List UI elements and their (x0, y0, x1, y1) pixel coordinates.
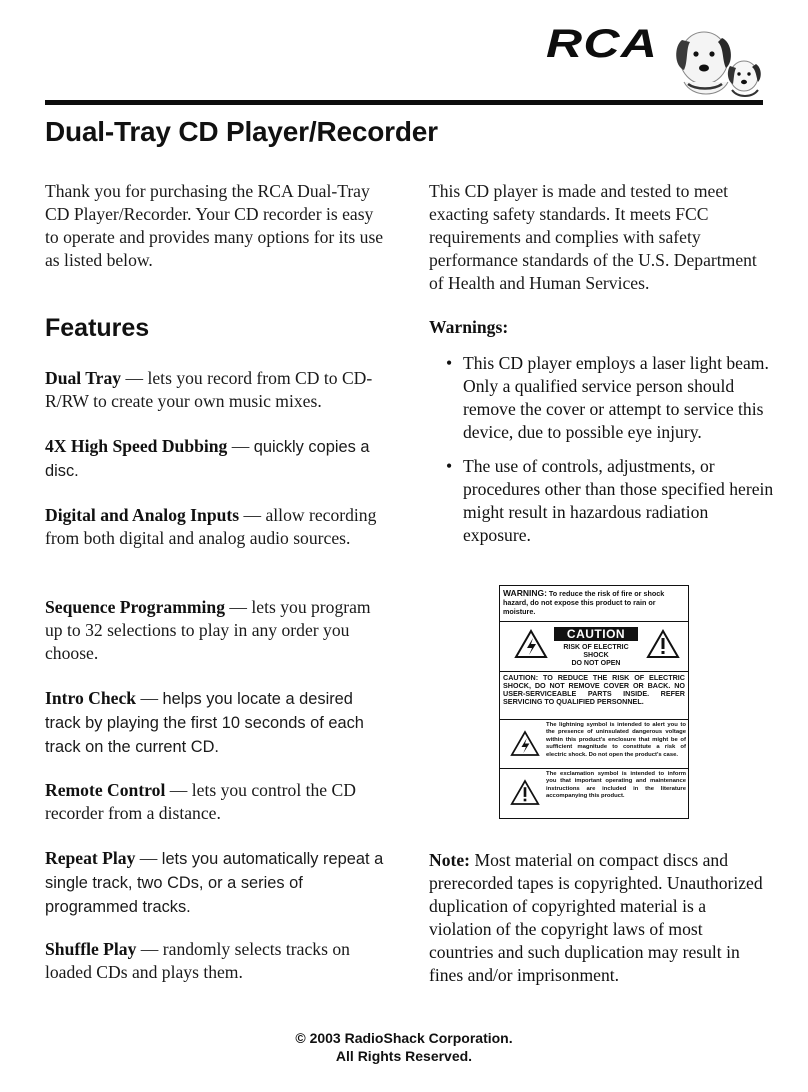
safety-warning-label (499, 585, 689, 819)
feature-name: Dual Tray (45, 368, 122, 388)
feature-desc: lets you program up to 32 selections to play in any order you choose. (45, 597, 371, 663)
label-caution-section (500, 622, 688, 672)
exclamation-triangle-icon (646, 629, 680, 659)
lightning-explanation: The lightning symbol is intended to alert you to the presence of uninsulated dangerous voltage within this product's enclosure that might be of sufficient magnitude to constitute a risk of electric shock. Do not open the product's case. (546, 722, 686, 758)
caution-sub-line: DO NOT OPEN (571, 660, 621, 667)
footer-line1: © 2003 RadioShack Corporation. (295, 1030, 513, 1046)
bullet-icon: • (446, 456, 453, 476)
note-text: Most material on compact discs and prerecorded tapes is copyrighted. Unauthorized duplication of copyrighted material is a violation of the copyright laws of most countries and such duplication may result in fines and/or imprisonment. (429, 850, 763, 985)
feature-desc: lets you automatically repeat a single track, two CDs, or a series of programmed tracks. (45, 850, 384, 916)
lightning-triangle-icon (510, 730, 540, 757)
feature-name: Shuffle Play (45, 939, 137, 959)
lightning-triangle-icon (514, 629, 548, 659)
header-rule (45, 100, 763, 105)
warnings-list (446, 352, 776, 558)
feature-desc: randomly selects tracks on loaded CDs and plays them. (45, 939, 350, 982)
exclamation-triangle-icon (510, 779, 540, 806)
feature-name: Digital and Analog Inputs (45, 505, 240, 525)
feature-remote-control: Remote Control — lets you control the CD recorder from a distance. (45, 780, 356, 823)
footer-line2: All Rights Reserved. (335, 1048, 473, 1064)
feature-desc: quickly copies a disc. (45, 438, 370, 480)
label-lightning-section (500, 720, 688, 769)
label-warning-word: WARNING: (503, 588, 547, 598)
caution-box: CAUTION (554, 627, 638, 641)
feature-desc: allow recording from both digital and analog audio sources. (45, 505, 377, 548)
bullet-icon: • (446, 353, 453, 373)
features-heading: Features (45, 314, 150, 342)
safety-intro-paragraph: This CD player is made and tested to meet exacting safety standards. It meets FCC requirements and complies with safety performance standards of the U.S. Department of Health and Human Services. (429, 181, 757, 293)
feature-name: Intro Check (45, 688, 137, 708)
caution-subtext (550, 644, 642, 668)
feature-intro-check: Intro Check — helps you locate a desired track by playing the first 10 seconds of each track on the current CD. (45, 688, 364, 756)
nipper-chipper-dogs-icon (664, 18, 764, 102)
warnings-heading: Warnings: (429, 317, 509, 337)
label-exclamation-section (500, 769, 688, 817)
feature-high-speed-dubbing: 4X High Speed Dubbing — quickly copies a disc. (45, 436, 370, 480)
feature-desc: helps you locate a desired track by playing the first 10 seconds of each track on the current CD. (45, 690, 364, 756)
feature-digital-analog-inputs: Digital and Analog Inputs — allow recording from both digital and analog audio sources. (45, 505, 377, 548)
label-warning-section (500, 586, 688, 622)
page-title: Dual-Tray CD Player/Recorder (45, 116, 438, 147)
feature-dual-tray: Dual Tray — lets you record from CD to CD-R/RW to create your own music mixes. (45, 368, 373, 411)
caution-sub-line: RISK OF ELECTRIC (563, 644, 629, 651)
note-label: Note: (429, 850, 471, 870)
exclamation-explanation: The exclamation symbol is intended to inform you that important operating and maintenance instructions are included in the literature accompanying this product. (546, 771, 686, 800)
warning-item (446, 352, 776, 444)
caution-sub-line: SHOCK (583, 652, 609, 659)
feature-name: Remote Control (45, 780, 166, 800)
warning-item (446, 455, 776, 547)
warning-text: This CD player employs a laser light beam. Only a qualified service person should remove the cover or attempt to service this device, due to possible eye injury. (463, 353, 769, 442)
intro-paragraph: Thank you for purchasing the RCA Dual-Tray CD Player/Recorder. Your CD recorder is easy to operate and provides many options for its use as listed below. (45, 181, 384, 270)
footer-copyright (0, 1029, 808, 1065)
feature-name: Repeat Play (45, 848, 136, 868)
feature-name: Sequence Programming (45, 597, 225, 617)
feature-name: 4X High Speed Dubbing (45, 436, 228, 456)
feature-desc: lets you record from CD to CD-R/RW to create your own music mixes. (45, 368, 373, 411)
warning-text: The use of controls, adjustments, or procedures other than those specified herein might result in hazardous radiation exposure. (463, 456, 774, 545)
copyright-note (429, 849, 769, 987)
rca-logo: RCA (546, 22, 659, 66)
feature-sequence-programming: Sequence Programming — lets you program up to 32 selections to play in any order you choose. (45, 597, 371, 663)
feature-desc: lets you control the CD recorder from a distance. (45, 780, 356, 823)
feature-repeat-play: Repeat Play — lets you automatically repeat a single track, two CDs, or a series of programmed tracks. (45, 848, 384, 916)
feature-shuffle-play: Shuffle Play — randomly selects tracks on loaded CDs and plays them. (45, 939, 350, 982)
label-warning-text: To reduce the risk of fire or shock hazard, do not expose this product to rain or moisture. (503, 589, 665, 616)
label-caution-text-section: CAUTION: TO REDUCE THE RISK OF ELECTRIC SHOCK, DO NOT REMOVE COVER OR BACK. NO USER-SERVICEABLE PARTS INSIDE. REFER SERVICING TO QUALIFIED PERSONNEL. (500, 672, 688, 720)
